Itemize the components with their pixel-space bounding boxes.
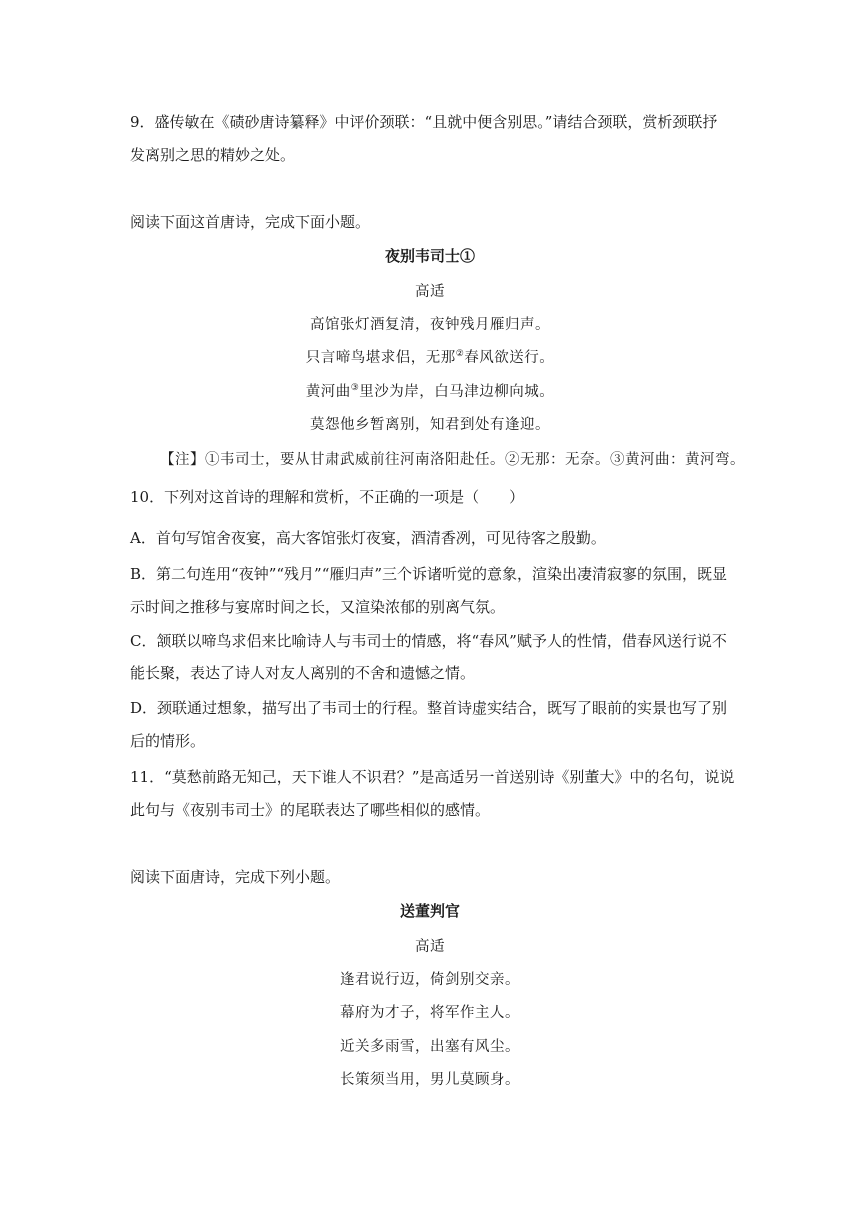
q10-option-c-line-2: 能长聚，表达了诗人对友人离别的不舍和遗憾之情。 xyxy=(130,664,476,682)
section2-intro: 阅读下面唐诗，完成下列小题。 xyxy=(130,868,341,886)
q10-option-b-line-2: 示时间之推移与宴席时间之长，又渲染浓郁的别离气氛。 xyxy=(130,598,506,616)
q9-line-1: 9．盛传敏在《碛砂唐诗纂释》中评价颈联：“且就中便含别思。”请结合颈联，赏析颈联抒 xyxy=(130,113,718,131)
footnote-marker-2: ② xyxy=(455,349,465,360)
poem1-title: 夜别韦司士① xyxy=(384,247,475,265)
poem1-line-2-b: 春风欲送行。 xyxy=(464,350,555,366)
q11-line-1: 11．“莫愁前路无知己，天下谁人不识君？”是高适另一首送别诗《别董大》中的名句，说说 xyxy=(130,768,735,786)
footnote-marker-3: ③ xyxy=(350,383,360,394)
poem2-author: 高适 xyxy=(415,939,445,955)
poem2-title: 送董判官 xyxy=(399,902,460,920)
poem1-line-3-a: 黄河曲 xyxy=(305,384,351,400)
q10-stem: 10．下列对这首诗的理解和赏析，不正确的一项是（ ） xyxy=(130,488,525,506)
q10-option-d-line-2: 后的情形。 xyxy=(130,732,206,750)
poem1-note: 【注】①韦司士，要从甘肃武威前往河南洛阳赴任。②无那：无奈。③黄河曲：黄河弯。 xyxy=(160,452,745,468)
section1-intro: 阅读下面这首唐诗，完成下面小题。 xyxy=(130,213,371,231)
poem2-line-4: 长策须当用，男儿莫顾身。 xyxy=(340,1072,520,1088)
poem2-line-2: 幕府为才子，将军作主人。 xyxy=(340,1005,520,1021)
poem1-line-2-a: 只言啼鸟堪求侣，无那 xyxy=(305,350,456,366)
poem2-line-3: 近关多雨雪，出塞有风尘。 xyxy=(340,1039,520,1055)
poem1-line-2 xyxy=(0,348,860,368)
poem1-author: 高适 xyxy=(415,284,445,300)
poem2-line-1: 逢君说行迈，倚剑别交亲。 xyxy=(340,972,520,988)
poem1-line-3 xyxy=(0,382,860,402)
q10-option-d-line-1: D．颈联通过想象，描写出了韦司士的行程。整首诗虚实结合，既写了眼前的实景也写了别 xyxy=(130,699,728,717)
poem1-line-3-b: 里沙为岸，白马津边柳向城。 xyxy=(359,384,555,400)
q10-option-b-line-1: B．第二句连用“夜钟”“残月”“雁归声”三个诉诸听觉的意象，渲染出凄清寂寥的氛围，既显 xyxy=(130,565,728,583)
q9-line-2: 发离别之思的精妙之处。 xyxy=(130,146,296,164)
poem1-line-4: 莫怨他乡暂离别，知君到处有逢迎。 xyxy=(310,417,550,433)
q10-option-a: A．首句写馆舍夜宴，高大客馆张灯夜宴，酒清香冽，可见待客之殷勤。 xyxy=(130,529,606,547)
q10-option-c-line-1: C．颔联以啼鸟求侣来比喻诗人与韦司士的情感，将“春风”赋予人的性情，借春风送行说不 xyxy=(130,632,727,650)
poem1-line-1: 高馆张灯酒复清，夜钟残月雁归声。 xyxy=(310,317,550,333)
q11-line-2: 此句与《夜别韦司士》的尾联表达了哪些相似的感情。 xyxy=(130,801,491,819)
